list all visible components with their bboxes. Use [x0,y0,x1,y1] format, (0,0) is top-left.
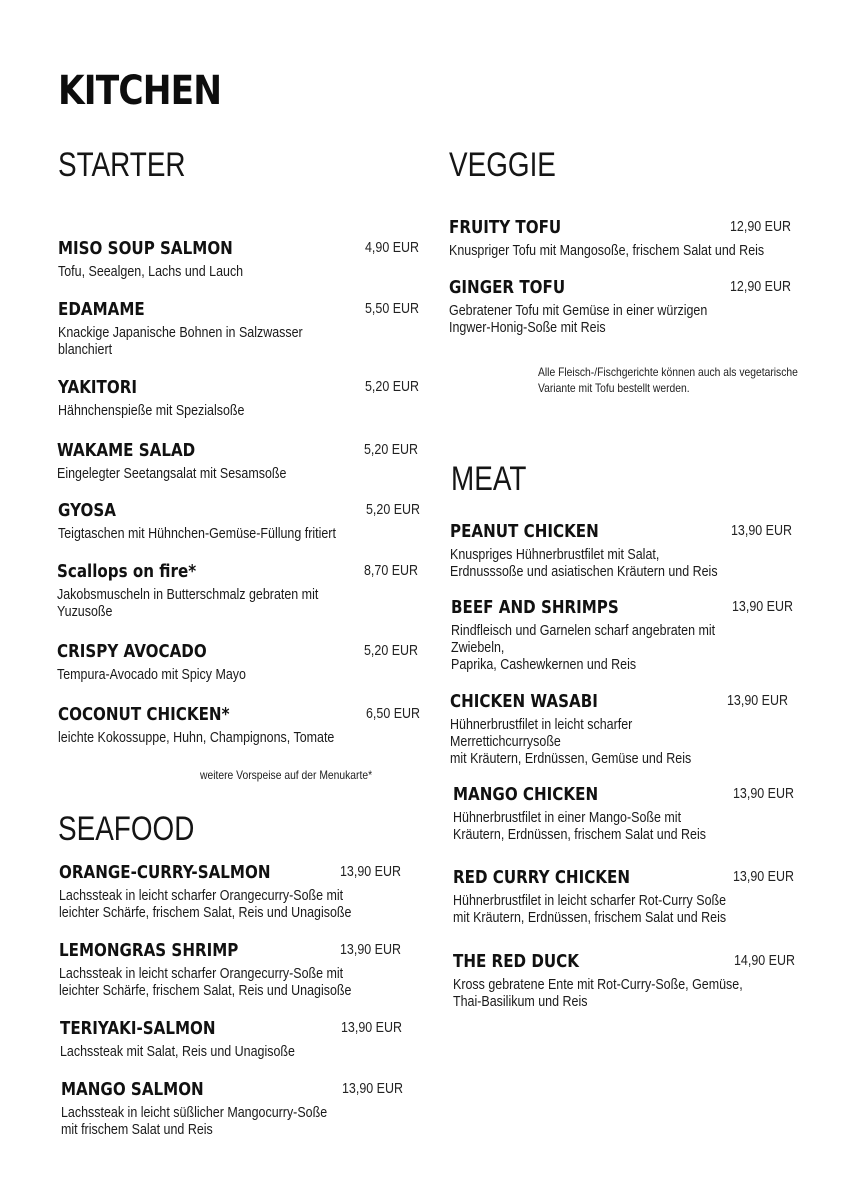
item-name: MANGO CHICKEN [453,784,599,805]
item-description: Jakobsmuscheln in Butterschmalz gebraten mit Yuzusoße [57,587,319,620]
item-price: 13,90 EUR [340,864,402,880]
item-description: Lachssteak in leicht scharfer Orangecurry-Soße mit leichter Schärfe, frischem Salat, Reis und Unagisoße [59,966,352,999]
item-description: Tempura-Avocado mit Spicy Mayo [57,667,246,683]
section-title-starter: STARTER [58,146,186,184]
item-name: Scallops on fire* [57,561,197,582]
section-title-seafood: SEAFOOD [58,810,195,848]
item-name: WAKAME SALAD [57,440,196,461]
item-name: LEMONGRAS SHRIMP [59,940,239,961]
item-description: Gebratener Tofu mit Gemüse in einer würzigen Ingwer-Honig-Soße mit Reis [449,303,708,336]
item-price: 13,90 EUR [733,869,795,885]
item-description: Knuspriger Tofu mit Mangosoße, frischem Salat und Reis [449,243,765,259]
item-description: Eingelegter Seetangsalat mit Sesamsoße [57,466,287,482]
item-description: Hühnerbrustfilet in einer Mango-Soße mit Kräutern, Erdnüssen, frischem Salat und Reis [453,810,706,843]
item-price: 13,90 EUR [340,942,402,958]
item-name: COCONUT CHICKEN* [58,704,230,725]
section-title-veggie: VEGGIE [449,146,556,184]
item-price: 12,90 EUR [730,219,792,235]
item-description: Tofu, Seealgen, Lachs und Lauch [58,264,244,280]
item-description: Hühnerbrustfilet in leicht scharfer Rot-Curry Soße mit Kräutern, Erdnüssen, frischem Salat und Reis [453,893,727,926]
item-description: Knackige Japanische Bohnen in Salzwasser blanchiert [58,325,303,358]
item-description: Lachssteak mit Salat, Reis und Unagisoße [60,1044,295,1060]
item-price: 5,50 EUR [365,301,420,317]
item-price: 12,90 EUR [730,279,792,295]
item-description: Lachssteak in leicht scharfer Orangecurry-Soße mit leichter Schärfe, frischem Salat, Reis und Unagisoße [59,888,352,921]
item-description: Hähnchenspieße mit Spezialsoße [58,403,245,419]
item-price: 8,70 EUR [364,563,419,579]
item-price: 13,90 EUR [727,693,789,709]
item-price: 5,20 EUR [364,442,419,458]
veggie-footnote: Alle Fleisch-/Fischgerichte können auch als vegetarische Variante mit Tofu bestellt werden. [538,365,798,395]
item-description: leichte Kokossuppe, Huhn, Champignons, Tomate [58,730,335,746]
item-name: MISO SOUP SALMON [58,238,233,259]
item-description: Teigtaschen mit Hühnchen-Gemüse-Füllung fritiert [58,526,336,542]
item-name: CHICKEN WASABI [450,691,598,712]
item-price: 13,90 EUR [342,1081,404,1097]
item-price: 6,50 EUR [366,706,421,722]
item-description: Rindfleisch und Garnelen scharf angebraten mit Zwiebeln, Paprika, Cashewkernen und Reis [451,623,716,673]
item-price: 5,20 EUR [364,643,419,659]
item-price: 13,90 EUR [341,1020,403,1036]
item-price: 13,90 EUR [731,523,793,539]
item-name: EDAMAME [58,299,145,320]
item-name: ORANGE-CURRY-SALMON [59,862,271,883]
page-title: KITCHEN [58,68,222,114]
starter-footnote: weitere Vorspeise auf der Menukarte* [200,768,373,782]
item-name: TERIYAKI-SALMON [60,1018,216,1039]
item-description: Lachssteak in leicht süßlicher Mangocurry-Soße mit frischem Salat und Reis [61,1105,328,1138]
item-name: RED CURRY CHICKEN [453,867,631,888]
item-name: BEEF AND SHRIMPS [451,597,619,618]
item-price: 5,20 EUR [366,502,421,518]
item-description: Knuspriges Hühnerbrustfilet mit Salat, Erdnusssoße und asiatischen Kräutern und Reis [450,547,718,580]
item-name: CRISPY AVOCADO [57,641,207,662]
section-title-meat: MEAT [451,460,527,498]
item-name: FRUITY TOFU [449,217,562,238]
item-description: Kross gebratene Ente mit Rot-Curry-Soße, Gemüse, Thai-Basilikum und Reis [453,977,743,1010]
item-name: PEANUT CHICKEN [450,521,599,542]
item-name: MANGO SALMON [61,1079,204,1100]
item-price: 13,90 EUR [733,786,795,802]
item-price: 5,20 EUR [365,379,420,395]
item-price: 13,90 EUR [732,599,794,615]
item-price: 14,90 EUR [734,953,796,969]
item-name: YAKITORI [58,377,137,398]
item-description: Hühnerbrustfilet in leicht scharfer Merrettichcurrysoße mit Kräutern, Erdnüssen, Gemüse und Reis [450,717,692,767]
item-name: GYOSA [58,500,116,521]
item-name: GINGER TOFU [449,277,566,298]
item-price: 4,90 EUR [365,240,420,256]
item-name: THE RED DUCK [453,951,579,972]
